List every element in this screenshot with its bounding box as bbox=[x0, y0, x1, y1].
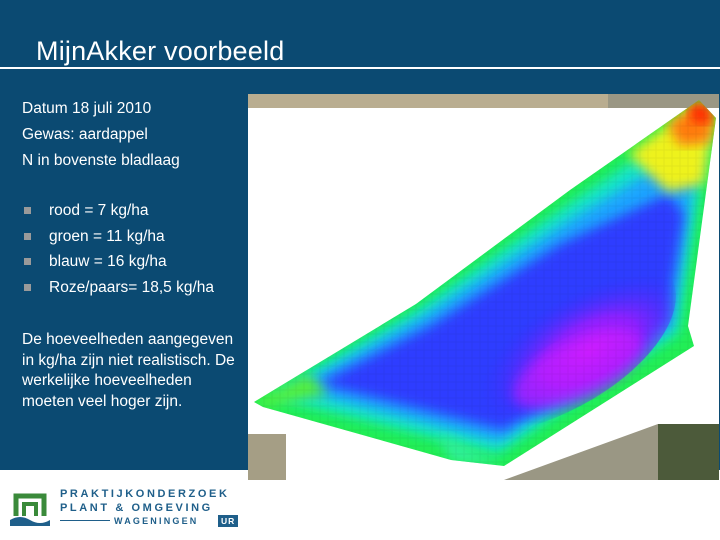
praktijkonderzoek-logo-icon bbox=[8, 490, 52, 528]
legend-item-label: rood = 7 kg/ha bbox=[49, 202, 149, 219]
slide-title: MijnAkker voorbeeld bbox=[36, 36, 285, 66]
legend-item-label: blauw = 16 kg/ha bbox=[49, 253, 167, 270]
logo-divider bbox=[60, 520, 110, 521]
aerial-strip-top bbox=[248, 94, 608, 108]
date-text: Datum 18 juli 2010 bbox=[22, 100, 152, 117]
legend-item bbox=[22, 249, 214, 275]
legend-list bbox=[22, 198, 214, 300]
crop-text: Gewas: aardappel bbox=[22, 126, 148, 143]
measure-text: N in bovenste bladlaag bbox=[22, 152, 180, 169]
legend-item bbox=[22, 275, 214, 301]
aerial-corner-left bbox=[248, 434, 286, 480]
title-divider bbox=[0, 67, 720, 69]
legend-item-label: Roze/paars= 18,5 kg/ha bbox=[49, 278, 215, 296]
logo-badge-ur: UR bbox=[218, 515, 238, 527]
bullet-square-icon bbox=[24, 284, 31, 291]
disclaimer-note: De hoeveelheden aangegeven in kg/ha zijn niet realistisch. De werkelijke hoeveelheden moeten veel hoger zijn. bbox=[22, 331, 235, 410]
bullet-square-icon bbox=[24, 207, 31, 214]
field-nitrogen-map bbox=[248, 94, 719, 480]
bullet-square-icon bbox=[24, 233, 31, 240]
field-map-svg bbox=[248, 94, 719, 480]
aerial-trees bbox=[658, 424, 719, 480]
legend-item-label: groen = 11 kg/ha bbox=[49, 227, 165, 245]
legend-item bbox=[22, 198, 214, 224]
bullet-square-icon bbox=[24, 258, 31, 265]
logo-text-line1: PRAKTIJKONDERZOEK bbox=[60, 488, 230, 500]
logo-text-wageningen: WAGENINGEN bbox=[114, 516, 199, 526]
field-info bbox=[22, 96, 180, 174]
legend-item bbox=[22, 224, 214, 250]
logo-text-line2: PLANT & OMGEVING bbox=[60, 502, 213, 514]
